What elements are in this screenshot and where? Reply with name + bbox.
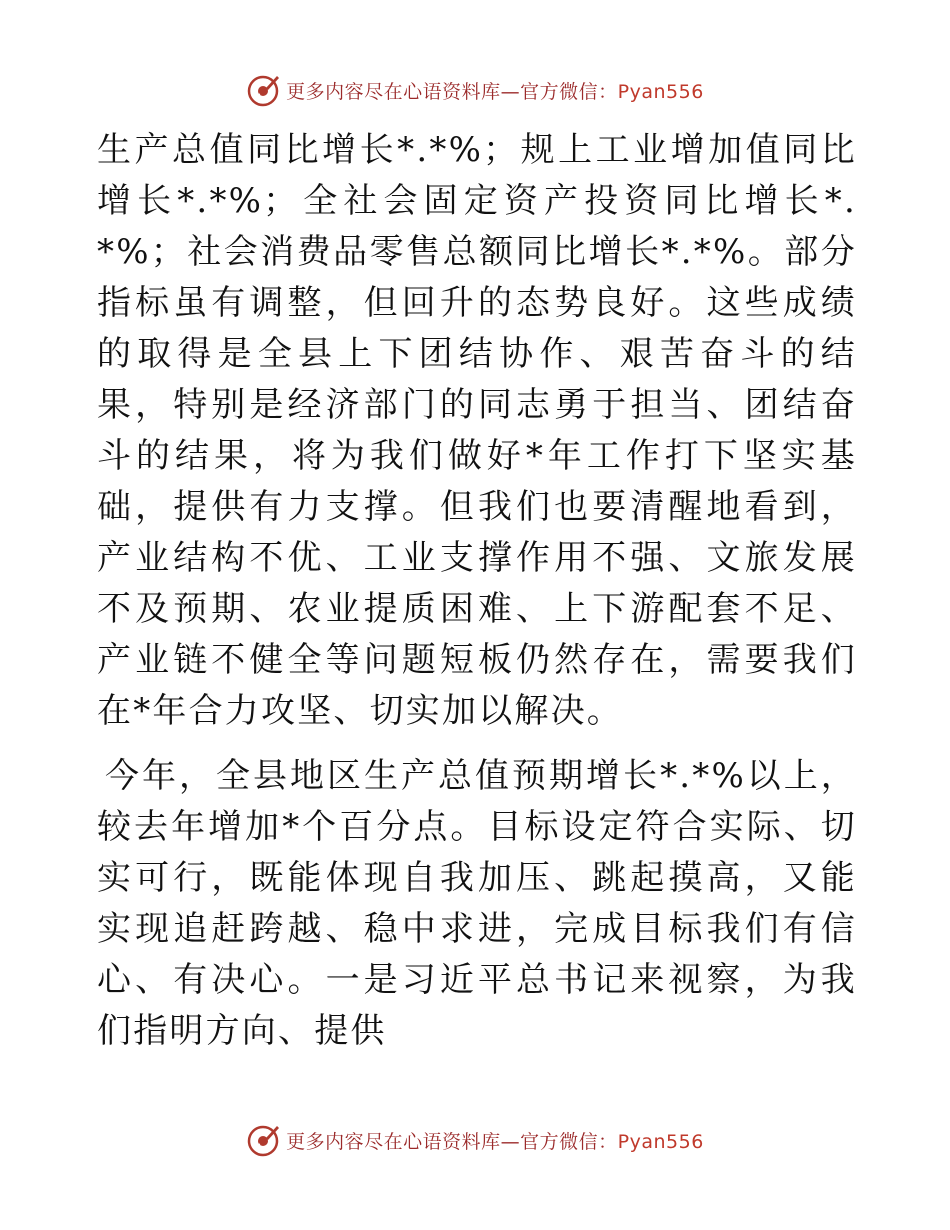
quill-pen-logo-icon	[246, 1123, 280, 1157]
footer-banner-text: 更多内容尽在心语资料库—官方微信：Pyan556	[286, 1130, 704, 1153]
header-banner-text: 更多内容尽在心语资料库—官方微信：Pyan556	[286, 80, 704, 103]
footer-wechat-id: Pyan556	[617, 1130, 704, 1153]
body-paragraph: 生产总值同比增长*.*%；规上工业增加值同比增长*.*%；全社会固定资产投资同比增长*.*%；社会消费品零售总额同比增长*.*%。部分指标虽有调整，但回升的态势良好。这些成绩的取得是全县上下团结协作、艰苦奋斗的结果，特别是经济部门的同志勇于担当、团结奋斗的结果，将为我们做好*年工作打下坚实基础，提供有力支撑。但我们也要清醒地看到，产业结构不优、工业支撑作用不强、文旅发展不及预期、农业提质困难、上下游配套不足、产业链不健全等问题短板仍然存在，需要我们在*年合力攻坚、切实加以解决。	[97, 130, 857, 731]
header-wechat-id: Pyan556	[617, 80, 704, 103]
page-header-banner	[0, 70, 950, 110]
page-footer-banner	[0, 1120, 950, 1160]
body-paragraph: 今年，全县地区生产总值预期增长*.*%以上，较去年增加*个百分点。目标设定符合实际、切实可行，既能体现自我加压、跳起摸高，又能实现追赶跨越、稳中求进，完成目标我们有信心、有决心。一是习近平总书记来视察，为我们指明方向、提供	[97, 756, 857, 1051]
quill-pen-logo-icon	[246, 73, 280, 107]
document-body	[97, 125, 857, 1057]
